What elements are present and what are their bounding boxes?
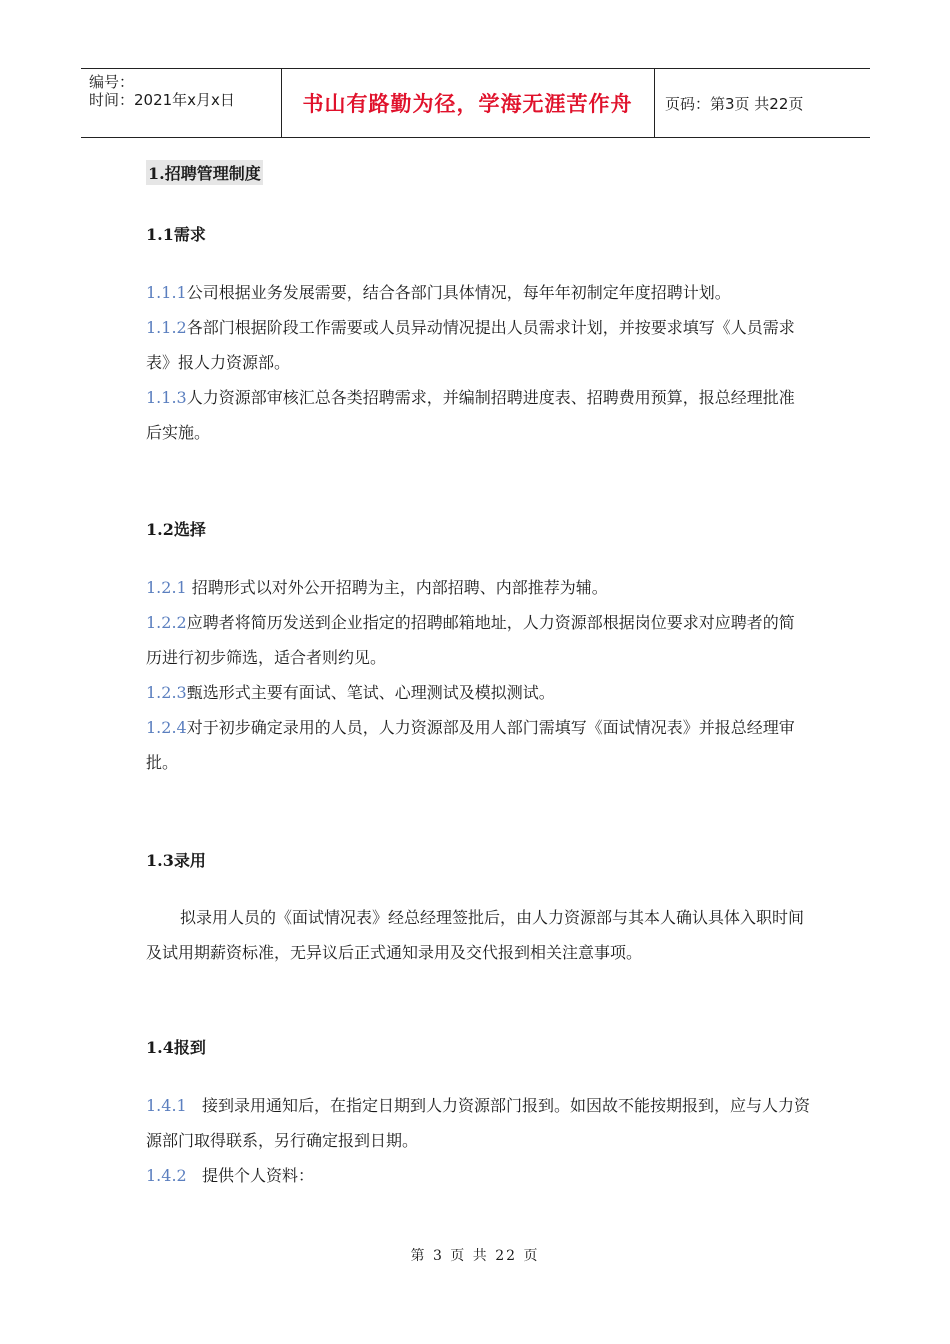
item-number: 1.4.1 bbox=[146, 1096, 187, 1115]
item-text: 招聘形式以对外公开招聘为主，内部招聘、内部推荐为辅。 bbox=[186, 578, 608, 597]
item-text: 提供个人资料： bbox=[186, 1166, 314, 1185]
item-number: 1.1.2 bbox=[146, 318, 187, 337]
list-item bbox=[146, 710, 810, 780]
date-label: 时间：2021年x月x日 bbox=[89, 91, 235, 109]
subsection-body-1-3: 拟录用人员的《面试情况表》经总经理签批后，由人力资源部与其本人确认具体入职时间及试用期薪资标准，无异议后正式通知录用及交代报到相关注意事项。 bbox=[146, 908, 805, 962]
list-item bbox=[146, 605, 810, 675]
section-title: 1.招聘管理制度 bbox=[146, 160, 263, 185]
subsection-title-1-1: 1.1需求 bbox=[146, 225, 206, 244]
list-item bbox=[146, 380, 810, 450]
subsection-title-1-3: 1.3录用 bbox=[146, 851, 206, 870]
item-text: 接到录用通知后，在指定日期到人力资源部门报到。如因故不能按期报到，应与人力资源部门取得联系，另行确定报到日期。 bbox=[146, 1096, 810, 1150]
list-item bbox=[146, 310, 810, 380]
item-text: 各部门根据阶段工作需要或人员异动情况提出人员需求计划，并按要求填写《人员需求表》报人力资源部。 bbox=[146, 318, 795, 372]
item-text: 应聘者将简历发送到企业指定的招聘邮箱地址，人力资源部根据岗位要求对应聘者的简历进行初步筛选，适合者则约见。 bbox=[146, 613, 795, 667]
list-item bbox=[146, 1158, 810, 1193]
motto-text: 书山有路勤为径，学海无涯苦作舟 bbox=[302, 92, 633, 116]
item-text: 对于初步确定录用的人员，人力资源部及用人部门需填写《面试情况表》并报总经理审批。 bbox=[146, 718, 795, 772]
list-item bbox=[146, 275, 810, 310]
item-text: 人力资源部审核汇总各类招聘需求，并编制招聘进度表、招聘费用预算，报总经理批准后实施。 bbox=[146, 388, 795, 442]
page-header bbox=[81, 68, 870, 138]
header-motto-cell bbox=[281, 69, 655, 137]
header-left-cell bbox=[81, 69, 282, 137]
subsection-title-1-4: 1.4报到 bbox=[146, 1038, 206, 1057]
item-number: 1.2.1 bbox=[146, 578, 187, 597]
header-page-info: 页码：第3页 共22页 bbox=[665, 94, 804, 113]
item-number: 1.2.3 bbox=[146, 683, 187, 702]
page-footer: 第 3 页 共 22 页 bbox=[410, 1248, 540, 1264]
list-item bbox=[146, 675, 810, 710]
item-number: 1.1.3 bbox=[146, 388, 187, 407]
item-number: 1.2.2 bbox=[146, 613, 187, 632]
item-number: 1.1.1 bbox=[146, 283, 187, 302]
item-number: 1.2.4 bbox=[146, 718, 187, 737]
item-text: 公司根据业务发展需要，结合各部门具体情况，每年年初制定年度招聘计划。 bbox=[186, 283, 731, 302]
list-item bbox=[146, 570, 810, 605]
list-item bbox=[146, 1088, 810, 1158]
header-page-cell bbox=[655, 69, 870, 137]
subsection-body-1-1 bbox=[146, 275, 810, 450]
item-text: 甄选形式主要有面试、笔试、心理测试及模拟测试。 bbox=[186, 683, 555, 702]
subsection-body-1-4 bbox=[146, 1088, 810, 1193]
item-number: 1.4.2 bbox=[146, 1166, 187, 1185]
subsection-title-1-2: 1.2选择 bbox=[146, 520, 206, 539]
doc-number-label: 编号： bbox=[89, 73, 135, 91]
subsection-body-1-2 bbox=[146, 570, 810, 780]
